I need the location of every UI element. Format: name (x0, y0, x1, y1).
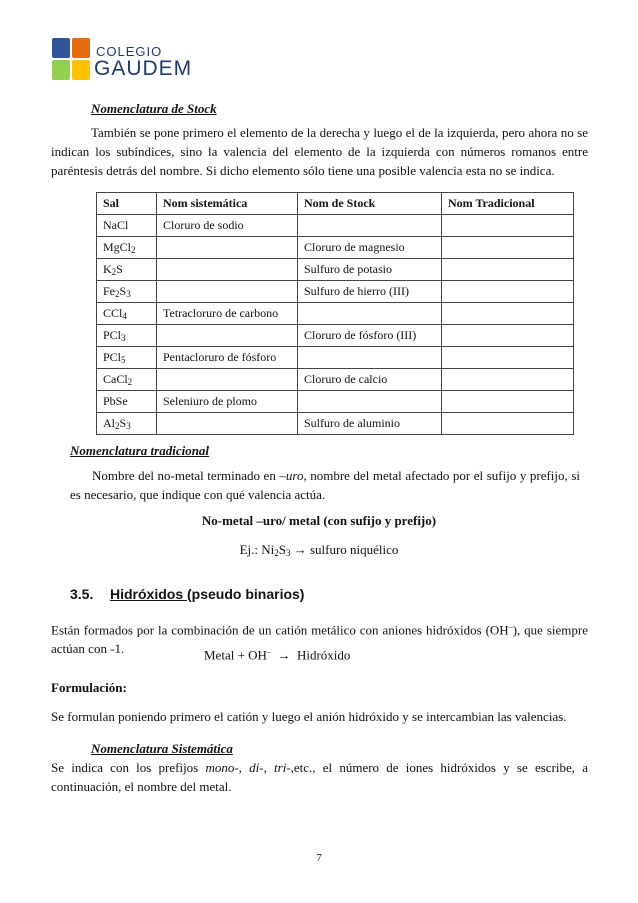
cell-tradicional (442, 347, 574, 369)
table-row (97, 347, 574, 369)
table-row (97, 325, 574, 347)
cell-tradicional (442, 325, 574, 347)
tradicional-heading: Nomenclatura tradicional (70, 443, 210, 458)
table-header-row (97, 193, 574, 215)
logo-text-colegio: COLEGIO (96, 44, 163, 59)
cell-sistematica: Cloruro de sodio (157, 215, 298, 237)
cell-stock (298, 391, 442, 413)
cell-tradicional (442, 237, 574, 259)
cell-sistematica (157, 325, 298, 347)
table-row (97, 369, 574, 391)
cell-sistematica (157, 259, 298, 281)
page-number: 7 (316, 852, 322, 864)
table-row (97, 237, 574, 259)
sistematica-paragraph: Se indica con los prefijos mono-, di-, tri-,etc., el número de iones hidróxidos y se escribe, a continuación, el nombre del metal. (51, 760, 588, 794)
hidroxidos-paragraph: Están formados por la combinación de un catión metálico con aniones hidróxidos (OH–), que siempre actúan con -1. (51, 622, 588, 657)
cell-stock: Sulfuro de aluminio (298, 413, 442, 435)
hidroxidos-equation: Metal + OH– → Hidróxido (204, 647, 351, 663)
header-sal: Sal (97, 193, 157, 215)
cell-tradicional (442, 369, 574, 391)
cell-formula: $Al_2S_3$ (97, 413, 157, 435)
header-tradicional: Nom Tradicional (442, 193, 574, 215)
nomenclature-table (96, 192, 574, 435)
cell-formula: PCl$_5$ (97, 347, 157, 369)
cell-tradicional (442, 281, 574, 303)
tradicional-example: Ej.: $Ni_2S_3$ → sulfuro niquélico (239, 542, 399, 558)
cell-formula: PbSe (97, 391, 157, 413)
header-stock: Nom de Stock (298, 193, 442, 215)
cell-formula: MgCl$_2$ (97, 237, 157, 259)
cell-sistematica (157, 237, 298, 259)
cell-tradicional (442, 259, 574, 281)
table-row (97, 413, 574, 435)
school-logo (52, 38, 193, 84)
sistematica-heading: Nomenclatura Sistemática (91, 741, 233, 756)
table-row (97, 259, 574, 281)
logo-hands-icon (52, 38, 92, 82)
cell-stock: Cloruro de magnesio (298, 237, 442, 259)
cell-sistematica: Tetracloruro de carbono (157, 303, 298, 325)
cell-stock: Cloruro de fósforo (III) (298, 325, 442, 347)
formulacion-text: Se formulan poniendo primero el catión y luego el anión hidróxido y se intercambian las valencias. (51, 709, 567, 724)
cell-formula: PCl$_3$ (97, 325, 157, 347)
table-row (97, 391, 574, 413)
table-row (97, 281, 574, 303)
tradicional-rule: No-metal –uro/ metal (con sufijo y prefijo) (201, 513, 437, 528)
cell-formula: NaCl (97, 215, 157, 237)
logo-text-gaudem: GAUDEM (94, 57, 193, 80)
cell-stock: Sulfuro de potasio (298, 259, 442, 281)
tradicional-paragraph: Nombre del no-metal terminado en –uro, nombre del metal afectado por el sufijo y prefijo, si es necesario, que indique con qué valencia actúa. (70, 468, 580, 502)
table-row (97, 303, 574, 325)
cell-sistematica: Pentacloruro de fósforo (157, 347, 298, 369)
cell-stock (298, 215, 442, 237)
cell-stock (298, 347, 442, 369)
header-sistematica: Nom sistemática (157, 193, 298, 215)
cell-tradicional (442, 391, 574, 413)
cell-stock (298, 303, 442, 325)
cell-tradicional (442, 413, 574, 435)
cell-formula: CaCl$_2$ (97, 369, 157, 391)
table-row (97, 215, 574, 237)
stock-paragraph: También se pone primero el elemento de la derecha y luego el de la izquierda, pero ahora no se indican los subíndices, sino la valencia del elemento de la izquierda con números romanos entre paréntesis detrás del nombre. Si dicho elemento sólo tiene una posible valencia esta no se indica. (51, 125, 588, 178)
section-number: 3.5. (70, 586, 94, 602)
cell-formula: $Fe_2S_3$ (97, 281, 157, 303)
section-title: Hidróxidos (pseudo binarios) (110, 586, 305, 602)
cell-formula: CCl$_4$ (97, 303, 157, 325)
stock-heading: Nomenclatura de Stock (91, 101, 217, 116)
cell-sistematica: Seleniuro de plomo (157, 391, 298, 413)
cell-formula: $K_2S$ (97, 259, 157, 281)
formulacion-label: Formulación: (51, 680, 127, 695)
cell-stock: Sulfuro de hierro (III) (298, 281, 442, 303)
cell-sistematica (157, 281, 298, 303)
cell-tradicional (442, 303, 574, 325)
cell-sistematica (157, 413, 298, 435)
cell-sistematica (157, 369, 298, 391)
cell-tradicional (442, 215, 574, 237)
cell-stock: Cloruro de calcio (298, 369, 442, 391)
